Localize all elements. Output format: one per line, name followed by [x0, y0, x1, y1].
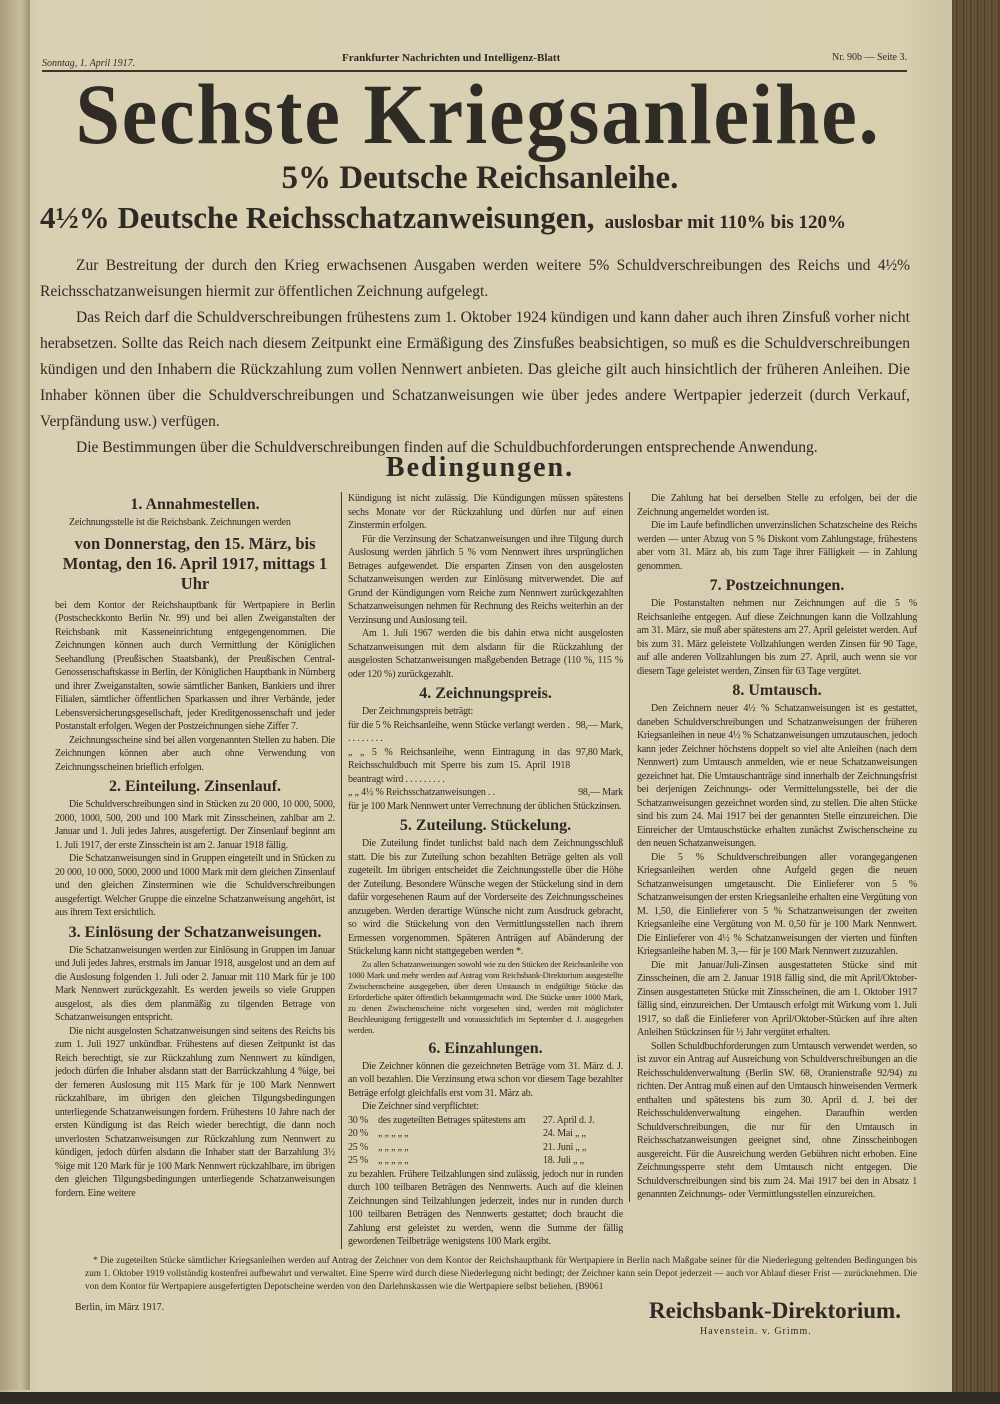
price-row	[348, 719, 623, 746]
paragraph: Die 5 % Schuldverschreibungen aller vorangegangenen Kriegsanleihen werden ohne Aufgeld gegen die neuen Schatzanweisungen umgetauscht. Die Einlieferer von 5 % Schatzanweisungen der ersten Kriegsanleihe erhalten eine Vergütung von M. 1,50, die Einlieferer von 5 % Schatzanweisungen der zweiten Kriegsanleihe eine Vergütung von M. 0,50 für je 100 Mark Nennwert. Die Einlieferer von 4½ % Schatzanweisungen der vierten und fünften Kriegsanleihe haben M. 3,— für je 100 Mark Nennwert zuzuzahlen.	[637, 851, 917, 957]
issue-number: Nr. 90b — Seite 3.	[832, 52, 907, 63]
paragraph: Kündigung ist nicht zulässig. Die Kündigungen müssen spätestens sechs Monate vor der Rückzahlung und dürfen nur auf einen Zinstermin erfolgen.	[348, 493, 623, 531]
paragraph: Am 1. Juli 1967 werden die bis dahin etwa nicht ausgelosten Schatzanweisungen mit dem alsdann für die Rückzahlung der ausgelosten Schatzanweisungen maßgebenden Betrage (110 %, 115 % oder 120 %) zurückgezahlt.	[348, 628, 623, 680]
schedule-text: „ „ „ „ „	[378, 1128, 409, 1139]
paragraph: Die Zuteilung findet tunlichst bald nach dem Zeichnungsschluß statt. Die bis zur Zuteilung schon bezahlten Beträge gelten als voll zugeteilt. Im übrigen entscheidet die Zeichnungsstelle über die Höhe der Zuteilung. Besondere Wünsche wegen der Stückelung sind in dem dafür vorgesehenen Raum auf der Vorderseite des Zeichnungsscheines anzugeben. Werden derartige Wünsche nicht zum Ausdruck gebracht, so wird die Stückelung von den Vermittlungsstellen nach ihrem Ermessen vorgenommen. Späteren Anträgen auf Abänderung der Stückelung kann nicht stattgegeben werden *.	[348, 838, 623, 957]
schedule-text: des zugeteilten Betrages spätestens am	[378, 1114, 526, 1126]
intro-paragraph: Zur Bestreitung der durch den Krieg erwachsenen Ausgaben werden weitere 5% Schuldverschreibungen des Reichs und 4½% Reichsschatzanweisungen hiermit zur öffentlichen Zeichnung aufgelegt.	[40, 257, 910, 300]
section-heading: 7. Postzeichnungen.	[709, 577, 845, 594]
paragraph: Den Zeichnern neuer 4½ % Schatzanweisungen ist es gestattet, daneben Schuldverschreibungen und Schatzanweisungen der früheren Kriegsanleihen in neue 4½ % Schatzanweisungen umzutauschen, jedoch kann jeder Zeichner höchstens doppelt so viel alte Anleihen (nach dem Nennwert) zum Umtausch anmelden, wie er neue Schatzanweisungen gezeichnet hat. Die Umtauschanträge sind innerhalb der Zeichnungsfrist bei derjenigen Zeichnungs- oder Vermittelungsstelle, bei der die Schatzanweisungen gezeichnet worden sind, zu stellen. Die alten Stücke sind bis zum 24. Mai 1917 bei der genannten Stelle einzureichen. Die Einreicher der Umtauschstücke erhalten zunächst Zwischenscheine zu den neuen Schatzanweisungen.	[637, 703, 917, 849]
section-heading: 1. Annahmestellen.	[130, 496, 260, 513]
paragraph: Die Schuldverschreibungen sind in Stücken zu 20 000, 10 000, 5000, 2000, 1000, 500, 200 und 100 Mark mit Zinsscheinen, zahlbar am 2. Januar und 1. Juli jedes Jahres, ausgefertigt. Der Zinsenlauf beginnt am 1. Juli 1917, der erste Zinsschein ist am 2. Januar 1918 fällig.	[55, 799, 335, 851]
schedule-text: „ „ „ „ „	[378, 1141, 409, 1153]
newspaper-name: Frankfurter Nachrichten und Intelligenz-Blatt	[342, 52, 561, 64]
previous-page-edge	[0, 0, 30, 1390]
subscription-period: von Donnerstag, den 15. März, bis Montag, den 16. April 1917, mittags 1 Uhr	[62, 533, 328, 593]
schedule-percent: 30 %	[348, 1114, 369, 1126]
paragraph: Die Postanstalten nehmen nur Zeichnungen auf die 5 % Reichsanleihe entgegen. Auf diese Zeichnungen kann die Vollzahlung am 31. März, sie muß aber spätestens am 27. April geleistet werden. Auf bis zum 31. März geleistete Vollzahlungen werden Zinsen für 90 Tage, auf alle anderen Vollzahlungen bis zum 27. April, auch wenn sie vor diesem Tage geleistet werden, Zinsen für 63 Tage vergütet.	[637, 598, 917, 677]
paragraph: Die Schatzanweisungen sind in Gruppen eingeteilt und in Stücken zu 20 000, 10 000, 5000, 2000 und 1000 Mark mit dem gleichen Zinsenlauf und den gleichen Zinsterminen wie die Schuldverschreibungen ausgefertigt. Welcher Gruppe die einzelne Schatzanweisung angehört, ist aus ihrem Text ersichtlich.	[55, 853, 335, 918]
book-binding-edge	[952, 0, 1000, 1404]
price-value: 97,80 Mark,	[576, 746, 623, 758]
price-label: für die 5 % Reichsanleihe, wenn Stücke verlangt werden . . . . . . . . .	[348, 719, 570, 744]
paragraph: für je 100 Mark Nennwert unter Verrechnung der üblichen Stückzinsen.	[348, 800, 622, 812]
price-row	[348, 746, 623, 787]
paragraph: Sollen Schuldbuchforderungen zum Umtausch verwendet werden, so ist zuvor ein Antrag auf Ausreichung von Schuldverschreibungen an die Reichsschuldenverwaltung (Berlin SW. 68, Oranienstraße 92/94) zu richten. Der Antrag muß einen auf den Umtausch hinweisenden Vermerk enthalten und spätestens bis zum 30. April d. J. bei der Reichsschuldenverwaltung eingehen. Daraufhin werden Schuldverschreibungen, die nur für den Umtausch in Reichsschatzanweisungen geeignet sind, ohne Zinsscheinbogen ausgereicht. Für die Ausreichung werden Gebühren nicht erhoben. Eine Zeichnungssperre steht dem Umtausch nicht entgegen. Die Schuldverschreibungen sind bis zum 24. Mai 1917 bei den in Absatz 1 genannten Zeichnungs- oder Vermittlungsstellen einzureichen.	[637, 1040, 917, 1200]
footnote: * Die zugeteilten Stücke sämtlicher Kriegsanleihen werden auf Antrag der Zeichner von dem Kontor der Reichshauptbank für Wertpapiere in Berlin nach Maßgabe seiner für die Niederlegung geltenden Bedingungen bis zum 1. Oktober 1919 vollständig kostenfrei aufbewahrt und verwaltet. Eine Sperre wird durch diese Niederlegung nicht bedingt; der Zeichner kann sein Depot jederzeit — auch vor Ablauf dieser Frist — zurücknehmen. Die von dem Kontor für Wertpapiere ausgefertigten Depotscheine werden von den Darlehnskassen wie die Wertpapiere selbst beliehen. (B9061	[85, 1255, 917, 1292]
section-heading: 8. Umtausch.	[732, 682, 822, 699]
schedule-date: 21. Juni „ „	[543, 1141, 587, 1153]
subtitle-redemption: auslosbar mit 110% bis 120%	[604, 212, 846, 233]
column-1	[55, 492, 341, 1200]
conditions-heading: Bedingungen.	[385, 452, 575, 483]
schedule-date: 18. Juli „ „	[543, 1155, 584, 1166]
column-2	[341, 492, 629, 1249]
price-label: „ „ 4½ % Reichsschatzanweisungen . .	[348, 787, 495, 798]
place-date: Berlin, im März 1917.	[75, 1301, 165, 1313]
intro-text	[40, 253, 910, 461]
paragraph: bei dem Kontor der Reichshauptbank für Wertpapiere in Berlin (Postscheckkonto Berlin Nr. 99) und bei allen Zweiganstalten der Reichsbank mit Kasseneinrichtung entgegengenommen. Die Zeichnungen können auch durch Vermittlung der Königlichen Seehandlung (Preußischen Staatsbank), der Preußischen Central-Genossenschaftskasse in Berlin, der Königlichen Hauptbank in Nürnberg und ihrer Zweiganstalten, sowie sämtlicher Banken, Bankiers und ihrer Filialen, sämtlicher öffentlichen Sparkassen und ihrer Verbände, jeder Lebensversicherungsgesellschaft, jeder Kreditgenossenschaft und jeder Postanstalt erfolgen. Wegen der Postzeichnungen siehe Ziffer 7.	[55, 599, 335, 732]
issuer-name: Reichsbank-Direktorium.	[649, 1297, 901, 1323]
schedule-text: „ „ „ „ „	[378, 1155, 409, 1166]
subtitle-reichsanleihe: 5% Deutsche Reichsanleihe.	[281, 160, 679, 196]
page-title: Sechste Kriegsanleihe.	[75, 66, 881, 162]
conditions-body	[55, 492, 917, 1342]
signature-block	[55, 1298, 917, 1342]
schedule-percent: 25 %	[348, 1141, 369, 1153]
schedule-date: 27. April d. J.	[543, 1114, 595, 1126]
signatures: Havenstein. v. Grimm.	[700, 1325, 812, 1337]
paragraph: Die Schatzanweisungen werden zur Einlösung in Gruppen im Januar und Juli jedes Jahres, erstmals im Januar 1918, ausgelost und an dem auf die Auslosung folgenden 1. Juli oder 2. Januar mit 110 Mark für je 100 Mark Nennwert zurückgezahlt. Es werden jeweils so viele Gruppen ausgelost, als dies dem planmäßig zu tilgenden Betrage von Schatzanweisungen entspricht.	[55, 944, 335, 1023]
column-3	[629, 492, 917, 1202]
subtitle-schatzanweisungen	[40, 200, 920, 236]
section-heading: 4. Zeichnungspreis.	[419, 685, 552, 702]
schedule-percent: 20 %	[348, 1128, 369, 1139]
paragraph: Der Zeichnungspreis beträgt:	[362, 706, 474, 717]
price-label: „ „ 5 % Reichsanleihe, wenn Eintragung in das Reichsschuldbuch mit Sperre bis zum 15. April 1918 beantragt wird . . . . . . . . .	[348, 746, 571, 785]
section-heading: 6. Einzahlungen.	[428, 1039, 543, 1057]
scan-bottom-edge	[0, 1392, 1000, 1404]
paragraph: zu bezahlen. Frühere Teilzahlungen sind zulässig, jedoch nur in runden durch 100 teilbaren Beträgen des Nennwerts. Auch auf die kleinen Zeichnungen sind Teilzahlungen jederzeit, indes nur in runden durch 100 teilbaren Beträgen des Nennwerts gestattet; doch braucht die Zahlung erst geleistet zu werden, wenn die Summe der fällig gewordenen Teilbeträge wenigstens 100 Mark ergibt.	[348, 1168, 623, 1247]
price-row	[348, 786, 623, 800]
payment-schedule	[348, 1114, 623, 1168]
paragraph: Zeichnungsscheine sind bei allen vorgenannten Stellen zu haben. Die Zeichnungen können aber auch ohne Verwendung von Zeichnungsscheinen brieflich erfolgen.	[55, 734, 335, 773]
schedule-percent: 25 %	[348, 1155, 369, 1166]
paragraph: Die Zeichner können die gezeichneten Beträge vom 31. März d. J. an voll bezahlen. Die Verzinsung etwa schon vor diesem Tage bezahlter Beträge erfolgt gleichfalls erst vom 31. März ab.	[348, 1060, 623, 1099]
schedule-date: 24. Mai „ „	[543, 1128, 586, 1139]
price-value: 98,— Mark,	[575, 719, 623, 731]
columns	[55, 492, 917, 1249]
intro-paragraph: Das Reich darf die Schuldverschreibungen frühestens zum 1. Oktober 1924 kündigen und kann daher auch ihren Zinsfuß vorher nicht herabsetzen. Sollte das Reich nach diesem Zeitpunkt eine Ermäßigung des Zinsfußes beabsichtigen, so muß es die Schuldverschreibungen kündigen und den Inhabern die Rückzahlung zum vollen Nennwert anbieten. Das gleiche gilt auch hinsichtlich der früheren Anleihen. Die Inhaber können über die Schuldverschreibungen und Schatzanweisungen wie über jedes andere Wertpapier jederzeit (durch Verkauf, Verpfändung usw.) verfügen.	[40, 309, 910, 430]
paragraph: Für die Verzinsung der Schatzanweisungen und ihre Tilgung durch Auslosung werden jährlich 5 % vom Nennwert ihres ursprünglichen Betrages aufgewendet. Die ersparten Zinsen von den ausgelosten Schatzanweisungen werden zur Einlösung mitverwendet. Die auf Grund der Kündigungen vom Reiche zum Nennwert zurückgezahlten Schatzanweisungen nehmen für Rechnung des Reichs weiterhin an der Verzinsung und Auslosung teil.	[348, 533, 623, 626]
paragraph: Die Zeichner sind verpflichtet:	[362, 1101, 479, 1112]
footnote-note: Zu allen Schatzanweisungen sowohl wie zu den Stücken der Reichsanleihe von 1000 Mark und mehr werden auf Antrag vom Reichsbank-Direktorium ausgestellte Zwischenscheine ausgegeben, über deren Umtausch in endgültige Stücke das Erforderliche später öffentlich bekanntgemacht wird. Die Stücke unter 1000 Mark, zu denen Zwischenscheine nicht vorgesehen sind, werden mit möglichster Beschleunigung fertiggestellt und voraussichtlich im September d. J. ausgegeben werden.	[348, 958, 623, 1035]
price-value: 98,— Mark	[578, 787, 623, 798]
paragraph: Zeichnungsstelle ist die Reichsbank. Zeichnungen werden	[69, 517, 291, 528]
paragraph: Die nicht ausgelosten Schatzanweisungen sind seitens des Reichs bis zum 1. Juli 1927 unkündbar. Frühestens auf diesen Zeitpunkt ist das Reich berechtigt, sie zur Rückzahlung zum Nennwert zu kündigen, jedoch dürfen die Inhaber alsdann statt der Barrückzahlung 4 %ige, bei der ferneren Auslosung mit 115 Mark für je 100 Mark Nennwert rückzahlbare, im übrigen den gleichen Tilgungsbedingungen unterliegende Schatzanweisungen fordern. Frühestens 10 Jahre nach der ersten Kündigung ist das Reich wieder berechtigt, die dann noch unverlosten Schatzanweisungen zur Rückzahlung zum Nennwert zu kündigen, jedoch dürfen alsdann die Inhaber statt der Barzahlung 3½ %ige mit 120 Mark für je 100 Mark Nennwert rückzahlbare, im übrigen den gleichen Tilgungsbedingungen unterliegende Schatzanweisungen fordern. Eine weitere	[55, 1025, 335, 1199]
paragraph: Die im Laufe befindlichen unverzinslichen Schatzscheine des Reichs werden — unter Abzug von 5 % Diskont vom Zahlungstage, frühestens aber vom 31. März ab, bis zum Tage ihrer Fälligkeit — in Zahlung genommen.	[637, 520, 917, 572]
intro-paragraph: Die Bestimmungen über die Schuldverschreibungen finden auf die Schuldbuchforderungen entsprechende Anwendung.	[76, 439, 818, 456]
section-heading: 2. Einteilung. Zinsenlauf.	[108, 778, 282, 795]
paragraph: Die mit Januar/Juli-Zinsen ausgestatteten Stücke sind mit Zinsscheinen, die am 2. Januar 1918 fällig sind, die mit April/Oktober-Zinsen ausgestatteten Stücke mit Zinsscheinen, die am 1. Oktober 1917 fällig sind, einzureichen. Der Umtausch erfolgt mit Wirkung vom 1. Juli 1917, so daß die Einlieferer von April/Oktober-Stücken auf ihre alten Anleihen Stückzinsen für ½ Jahr vergütet erhalten.	[637, 959, 917, 1038]
section-heading: 5. Zuteilung. Stückelung.	[399, 817, 572, 834]
paragraph: Die Zahlung hat bei derselben Stelle zu erfolgen, bei der die Zeichnung angemeldet worden ist.	[637, 493, 917, 518]
issue-date: Sonntag, 1. April 1917.	[42, 58, 136, 69]
section-heading: 3. Einlösung der Schatzanweisungen.	[68, 923, 322, 941]
subtitle-main: 4½% Deutsche Reichsschatzanweisungen,	[40, 200, 595, 235]
